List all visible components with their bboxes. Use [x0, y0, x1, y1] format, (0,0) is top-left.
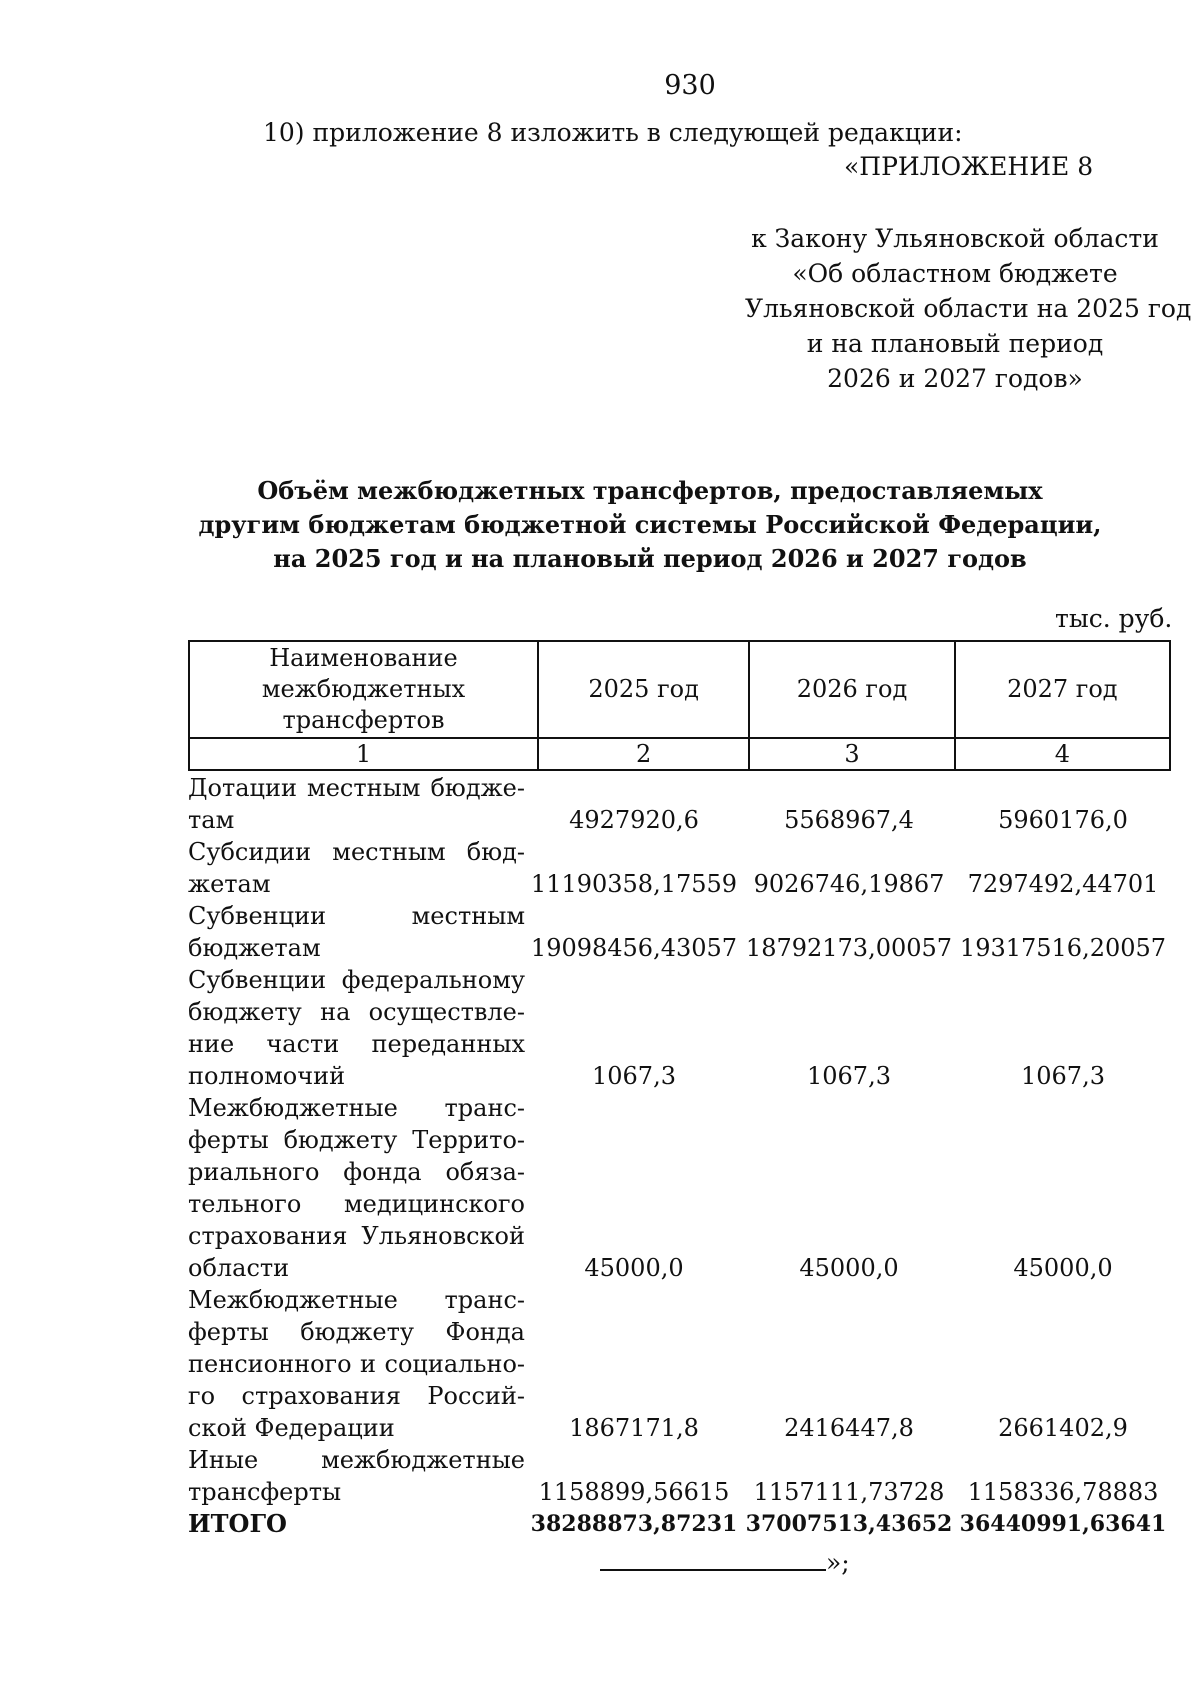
table-row — [188, 772, 1171, 836]
row-name: Межбюджетные транс-ферты бюджету Террито-риального фонда обяза-тельного медицинского страхования Ульяновской области — [188, 1094, 525, 1282]
total-value-2026: 37007513,43652 — [745, 1511, 953, 1537]
row-name: Межбюджетные транс-ферты бюджету Фонда пенсионного и социально-го страхования Россий-ской Федерации — [188, 1286, 525, 1442]
table-row — [188, 964, 1171, 1092]
row-value-2026: 2416447,8 — [784, 1414, 914, 1442]
row-value-2025: 11190358,17559 — [530, 870, 738, 898]
law-reference-line: Ульяновской области на 2025 год — [745, 294, 1192, 323]
law-reference — [745, 221, 1192, 396]
header-cell-2026: 2026 год — [749, 641, 954, 738]
row-value-2027: 1067,3 — [1021, 1062, 1105, 1090]
row-name: Субсидии местным бюд-жетам — [188, 838, 525, 898]
row-name: Субвенции местным бюджетам — [188, 902, 525, 962]
law-reference-line: 2026 и 2027 годов» — [827, 364, 1083, 393]
row-value-2026: 1157111,73728 — [753, 1478, 945, 1506]
closing-quote: »; — [826, 1548, 850, 1577]
intro-text: 10) приложение 8 изложить в следующей редакции: — [263, 118, 963, 147]
row-value-2025: 45000,0 — [584, 1254, 684, 1282]
row-value-2027: 7297492,44701 — [967, 870, 1159, 898]
row-value-2026: 18792173,00057 — [745, 934, 953, 962]
table-row — [188, 836, 1171, 900]
header-cell-2027: 2027 год — [955, 641, 1170, 738]
table-heading — [190, 474, 1110, 576]
separator-line — [600, 1569, 826, 1571]
total-row — [188, 1508, 1171, 1540]
header-number-row — [189, 738, 1170, 770]
row-value-2027: 45000,0 — [1013, 1254, 1113, 1282]
page-number: 930 — [664, 70, 716, 101]
header-number: 1 — [189, 738, 538, 770]
row-value-2027: 5960176,0 — [998, 806, 1128, 834]
header-cell-2025: 2025 год — [538, 641, 749, 738]
appendix-title: «ПРИЛОЖЕНИЕ 8 — [844, 152, 1094, 181]
total-label: ИТОГО — [188, 1509, 287, 1538]
total-value-2027: 36440991,63641 — [959, 1511, 1167, 1537]
row-value-2026: 5568967,4 — [784, 806, 914, 834]
header-row — [189, 641, 1170, 738]
row-value-2026: 9026746,19867 — [753, 870, 945, 898]
table-row — [188, 1444, 1171, 1508]
row-value-2025: 4927920,6 — [569, 806, 699, 834]
row-name: Субвенции федеральному бюджету на осуществле-ние части переданных полномочий — [188, 966, 525, 1090]
unit-label: тыс. руб. — [1055, 604, 1173, 633]
heading-line: Объём межбюджетных трансфертов, предоставляемых — [257, 476, 1043, 505]
law-reference-line: к Закону Ульяновской области — [751, 224, 1159, 253]
row-value-2026: 1067,3 — [807, 1062, 891, 1090]
law-reference-line: и на плановый период — [806, 329, 1104, 358]
heading-line: другим бюджетам бюджетной системы Российской Федерации, — [198, 510, 1102, 539]
row-name: Дотации местным бюдже-там — [188, 774, 525, 834]
closing-line — [600, 1548, 850, 1577]
table-row — [188, 900, 1171, 964]
row-value-2026: 45000,0 — [799, 1254, 899, 1282]
header-number: 4 — [955, 738, 1170, 770]
table-body — [188, 772, 1171, 1540]
table-row — [188, 1284, 1171, 1444]
table-row — [188, 1092, 1171, 1284]
row-name: Иные межбюджетные трансферты — [188, 1446, 525, 1506]
heading-line: на 2025 год и на плановый период 2026 и 2027 годов — [273, 544, 1027, 573]
row-value-2025: 1867171,8 — [569, 1414, 699, 1442]
table-header — [188, 640, 1171, 771]
header-number: 2 — [538, 738, 749, 770]
total-value-2025: 38288873,87231 — [530, 1511, 738, 1537]
row-value-2027: 1158336,78883 — [967, 1478, 1159, 1506]
row-value-2025: 1067,3 — [592, 1062, 676, 1090]
row-value-2025: 1158899,56615 — [538, 1478, 730, 1506]
header-cell-name: Наименование межбюджетных трансфертов — [189, 641, 538, 738]
row-value-2027: 19317516,20057 — [959, 934, 1167, 962]
row-value-2027: 2661402,9 — [998, 1414, 1128, 1442]
row-value-2025: 19098456,43057 — [530, 934, 738, 962]
law-reference-line: «Об областном бюджете — [792, 259, 1118, 288]
header-number: 3 — [749, 738, 954, 770]
